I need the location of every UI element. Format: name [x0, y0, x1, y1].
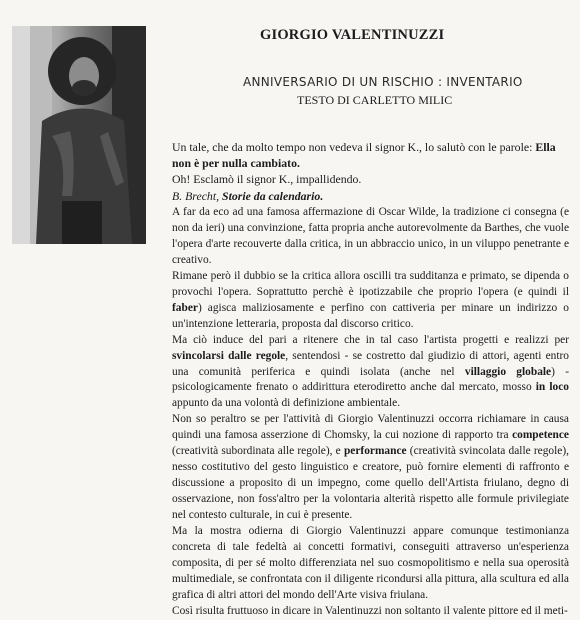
paragraph-5: Ma la mostra odierna di Giorgio Valentinuzzi appare comunque testimonianza concreta di tale fedeltà ai concetti formativi, conseguiti attraverso un'esperienza composita, di per sé molto differenziata nel suo cosmopolitismo e nella sua operosità multimediale, se confrontata con il diligente ricondursi alla pittura, alla scultura ed alla grafica di altri attori del mondo dell'Arte visiva friulana. — [172, 525, 569, 601]
exhibition-title: ANNIVERSARIO DI UN RISCHIO : INVENTARIO — [243, 75, 523, 89]
epigraph-source: B. Brecht, Storie da calendario. — [172, 188, 324, 203]
portrait-illustration — [12, 26, 146, 244]
epigraph — [172, 139, 569, 204]
epigraph-line-2: Oh! Esclamò il signor K., impallidendo. — [172, 172, 362, 187]
epigraph-line-1: Un tale, che da molto tempo non vedeva il signor K., lo salutò con le parole: Ella non è per nulla cambiato. — [172, 140, 556, 171]
paragraph-2: Rimane però il dubbio se la critica allora oscilli tra sudditanza e primato, se dipenda o provochi l'opera. Soprattutto perchè è ipotizzabile che proprio l'opera (e quindi il faber) agisca maliziosamente e perfino con cattiveria per minare un indirizzo o un'intenzione letteraria, proposta dal discorso critico. — [172, 269, 569, 330]
paragraph-1: A far da eco ad una famosa affermazione di Oscar Wilde, la tradizione ci consegna (e non da ieri) una convinzione, fatta propria anche autorevolmente da Barthes, che vuole l'opera d'arte recouverte dalla critica, in un abbraccio unico, in un viluppo penetrante e creativo. — [172, 206, 569, 266]
artist-name: GIORGIO VALENTINUZZI — [260, 27, 445, 43]
essay-body — [172, 205, 569, 620]
paragraph-6: Così risulta fruttuoso in dicare in Valentinuzzi non soltanto il valente pittore ed il meti- — [172, 604, 568, 617]
text-credit: TESTO DI CARLETTO MILIC — [297, 93, 453, 107]
paragraph-4: Non so peraltro se per l'attività di Giorgio Valentinuzzi occorra richiamare in causa quindi una famosa asserzione di Chomsky, la cui nozione di rapporto tra competence (creatività subordinata alle regole), e performance (creatività svincolata dalle regole), nesso costitutivo del gesto linguistico e creatore, può fornire elementi di raffronto e discussione a proposito di un impegno, come quello dell'Artista friulano, degno di osservazione, non foss'altro per la volontaria alterità rispetto alle formule privilegiate nel contesto culturale, in cui è presente. — [172, 413, 569, 522]
paragraph-3: Ma ciò induce del pari a ritenere che in tal caso l'artista progetti e realizzi per svincolarsi dalle regole, sentendosi - se costretto dal giudizio di attori, agenti entro una comunità periferica e quindi isolata (anche nel villaggio globale) - psicologicamente frenato o addirittura eterodiretto anche dal mercato, mosso in loco appunto da una volontà di definizione ambientale. — [172, 333, 569, 410]
artist-portrait-photo — [12, 26, 146, 244]
